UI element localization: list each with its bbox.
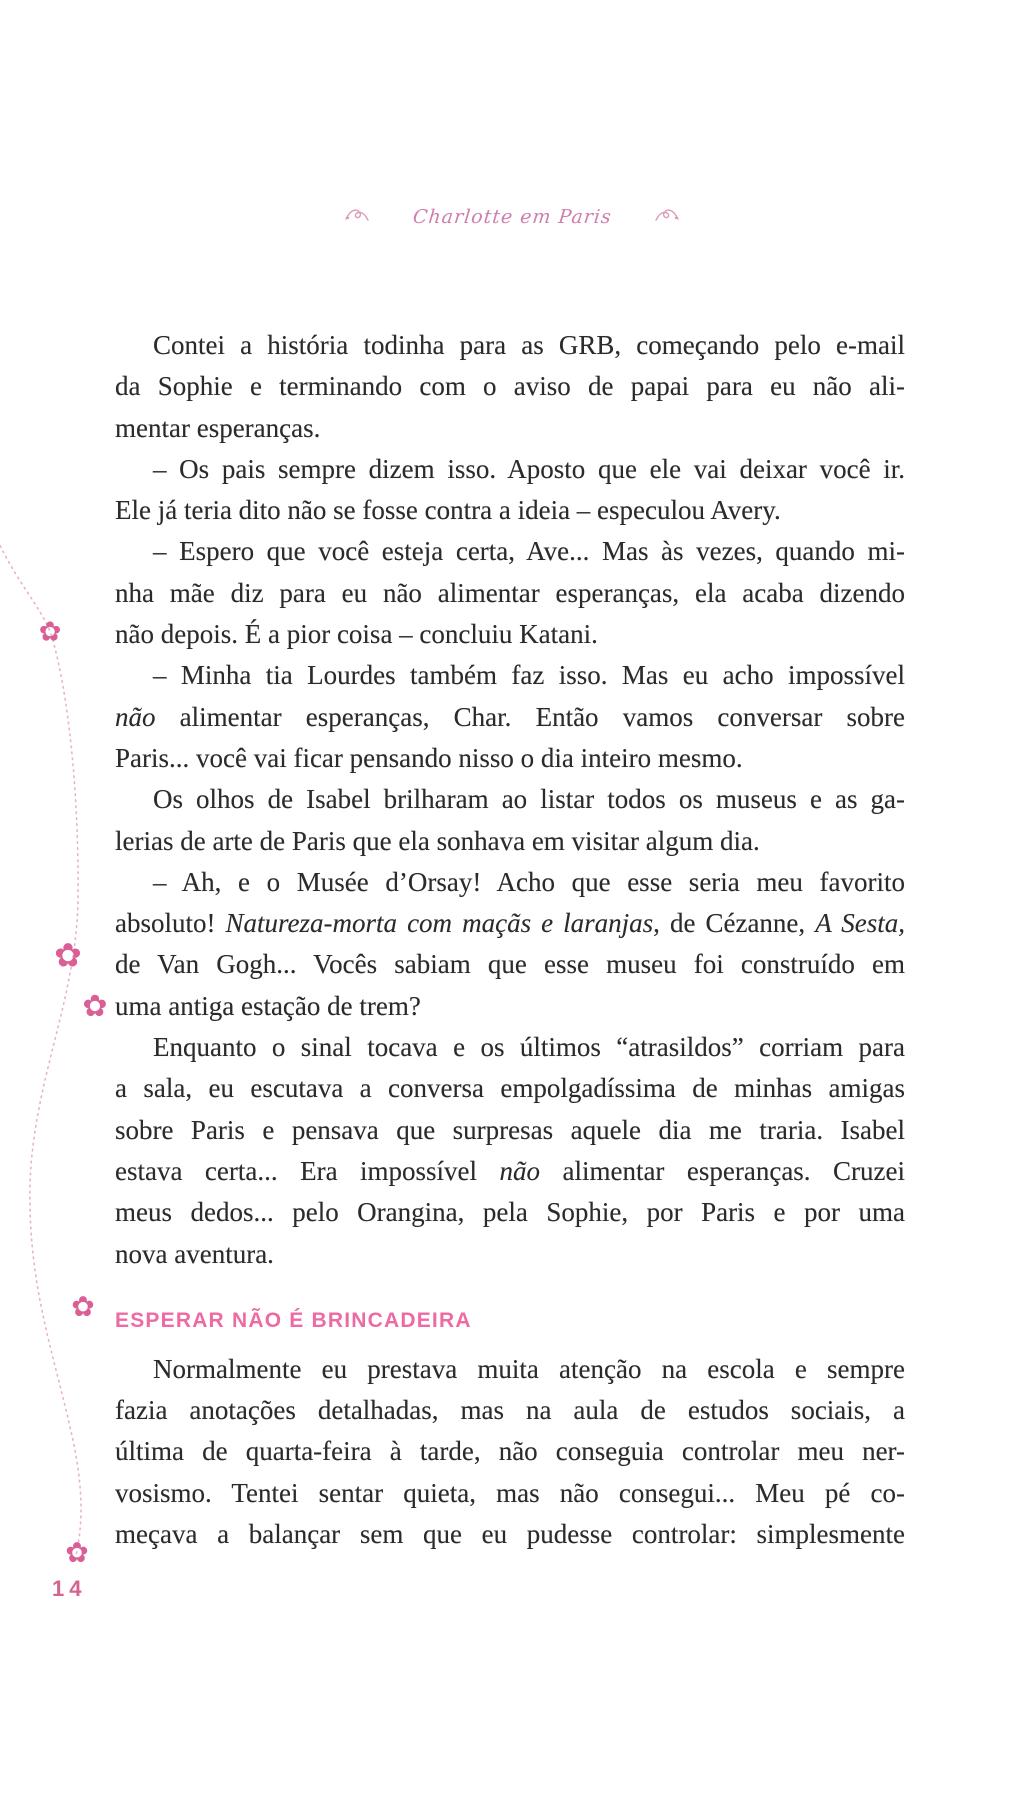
page-number: 14 [52,1576,87,1601]
text-line: nha mãe diz para eu não alimentar esperanças, ela acaba dizendo [115,577,905,608]
text-line: – Ah, e o Musée d’Orsay! Acho que esse seria meu favorito [153,866,905,897]
text-line: meçava a balançar sem que eu pudesse controlar: simplesmente [115,1519,905,1550]
flower-icon: ✿ [65,1536,89,1569]
text-line: Contei a história todinha para as GRB, começando pelo e-mail [153,330,905,360]
text-line: lerias de arte de Paris que ela sonhava em visitar algum dia. [115,825,760,856]
text-line: – Os pais sempre dizem isso. Aposto que ele vai deixar você ir. [153,453,905,484]
text-line: Ele já teria dito não se fosse contra a ideia – especulou Avery. [115,495,781,526]
text-line: absoluto! Natureza-morta com maçãs e laranjas, de Cézanne, A Sesta, [115,908,905,939]
body-text [115,325,905,1555]
text-line: fazia anotações detalhadas, mas na aula de estudos sociais, a [115,1395,905,1426]
text-line: – Espero que você esteja certa, Ave... Mas às vezes, quando mi- [153,536,905,567]
text-line: Paris... você vai ficar pensando nisso o dia inteiro mesmo. [115,742,743,773]
text-line: sobre Paris e pensava que surpresas aquele dia me traria. Isabel [115,1114,905,1145]
text-line: a sala, eu escutava a conversa empolgadíssima de minhas amigas [115,1073,905,1104]
text-line: última de quarta-feira à tarde, não conseguia controlar meu ner- [115,1436,905,1467]
text-line: vosismo. Tentei sentar quieta, mas não consegui... Meu pé co- [115,1477,905,1508]
text-line: uma antiga estação de trem? [115,990,421,1021]
book-title: Charlotte em Paris [411,206,613,228]
text-line: estava certa... Era impossível não alimentar esperanças. Cruzei [115,1155,905,1186]
running-header [0,206,1024,228]
flower-icon: ✿ [71,1290,95,1323]
flower-icon: ✿ [82,989,108,1024]
text-line: meus dedos... pelo Orangina, pela Sophie, por Paris e por uma [115,1197,905,1228]
text-line: Os olhos de Isabel brilharam ao listar todos os museus e as ga- [153,784,905,815]
flower-icon: ✿ [54,935,82,975]
text-line: mentar esperanças. [115,412,321,443]
flower-icon: ✿ [38,616,62,648]
flourish-icon [655,207,679,227]
text-line: da Sophie e terminando com o aviso de papai para eu não ali- [115,371,905,402]
text-line: não depois. É a pior coisa – concluiu Katani. [115,619,598,650]
section-heading: ESPERAR NÃO É BRINCADEIRA [115,1308,472,1332]
text-line: de Van Gogh... Vocês sabiam que esse museu foi construído em [115,949,905,980]
text-line: Normalmente eu prestava muita atenção na escola e sempre [153,1353,905,1384]
text-line: Enquanto o sinal tocava e os últimos “atrasildos” corriam para [153,1032,905,1063]
text-line: – Minha tia Lourdes também faz isso. Mas eu acho impossível [153,660,905,691]
flourish-icon [345,207,369,227]
text-line: não alimentar esperanças, Char. Então vamos conversar sobre [115,701,905,732]
text-line: nova aventura. [115,1238,274,1269]
